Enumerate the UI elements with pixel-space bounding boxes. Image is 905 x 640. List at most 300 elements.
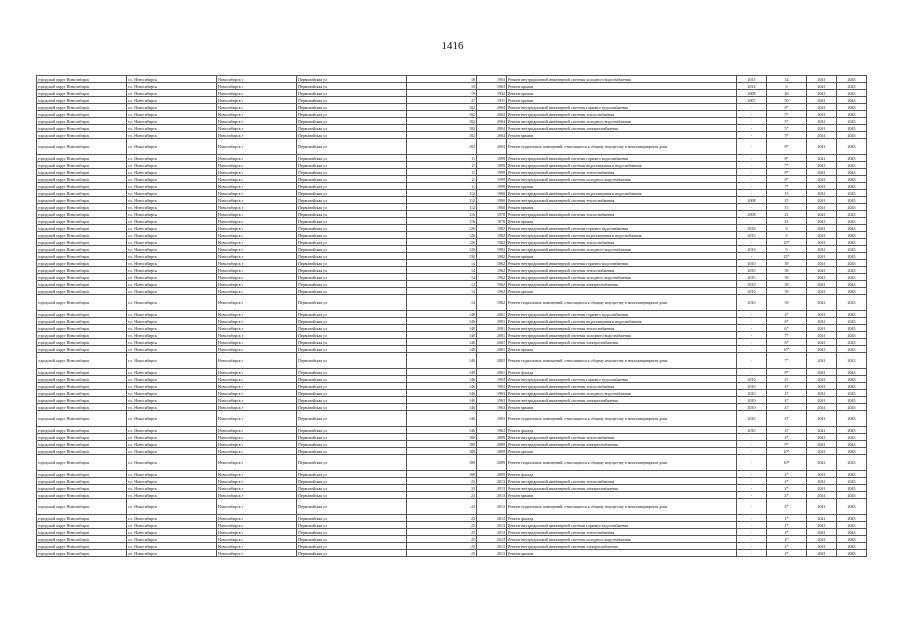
wear-cell: 47 [767,397,807,404]
house-number-cell: 126 [407,232,477,239]
plan-end-cell: 2043 [837,455,867,471]
wear-cell: 47 [767,383,807,390]
last-repair-year-cell: 2010 [737,376,767,383]
work-type-cell: Ремонт внутридомовой инженерной системы холодного водоснабжения [507,536,737,543]
municipality-cell: городской округ Новосибирск [37,543,127,550]
plan-end-cell: 2043 [837,478,867,485]
work-type-cell: Ремонт внутридомовой инженерной системы холодного водоснабжения [507,390,737,397]
street-cell: Первомайская ул [297,390,407,397]
street-cell: Первомайская ул [297,353,407,369]
locality-cell: Новосибирск г [217,339,297,346]
table-row [37,190,867,197]
house-number-cell: 102 [407,118,477,125]
municipality-cell: городской округ Новосибирск [37,211,127,218]
municipality-cell: городской округ Новосибирск [37,155,127,162]
street-cell: Первомайская ул [297,543,407,550]
build-year-cell: 2004 [477,104,507,111]
urban-district-cell: г.о. Новосибирск [127,139,217,155]
house-number-cell: 146 [407,397,477,404]
street-cell: Первомайская ул [297,499,407,515]
house-number-cell: 23 [407,492,477,499]
plan-start-cell: 2041 [807,515,837,522]
build-year-cell: 2013 [477,529,507,536]
urban-district-cell: г.о. Новосибирск [127,550,217,557]
urban-district-cell: г.о. Новосибирск [127,132,217,139]
work-type-cell: Ремонт внутридомовой инженерной системы теплоснабжения [507,211,737,218]
municipality-cell: городской округ Новосибирск [37,225,127,232]
urban-district-cell: г.о. Новосибирск [127,246,217,253]
last-repair-year-cell: 2013 [737,76,767,83]
build-year-cell: 2001 [477,346,507,353]
house-number-cell: 23 [407,485,477,492]
street-cell: Первомайская ул [297,111,407,118]
last-repair-year-cell: - [737,125,767,132]
work-type-cell: Ремонт крыши [507,550,737,557]
plan-start-cell: 2041 [807,346,837,353]
municipality-cell: городской округ Новосибирск [37,274,127,281]
house-number-cell: 146 [407,427,477,434]
work-type-cell: Ремонт крыши [507,204,737,211]
urban-district-cell: г.о. Новосибирск [127,111,217,118]
wear-cell: 15 [767,197,807,204]
plan-end-cell: 2043 [837,390,867,397]
street-cell: Первомайская ул [297,383,407,390]
wear-cell: 47 [767,427,807,434]
plan-end-cell: 2043 [837,132,867,139]
wear-cell: 7* [767,332,807,339]
plan-end-cell: 2043 [837,104,867,111]
build-year-cell: 2004 [477,139,507,155]
work-type-cell: Ремонт внутридомовой инженерной системы горячего водоснабжения [507,260,737,267]
street-cell: Первомайская ул [297,260,407,267]
build-year-cell: 2001 [477,318,507,325]
wear-cell: 47 [767,404,807,411]
municipality-cell: городской округ Новосибирск [37,492,127,499]
table-row [37,204,867,211]
locality-cell: Новосибирск г [217,353,297,369]
build-year-cell: 1999 [477,155,507,162]
urban-district-cell: г.о. Новосибирск [127,169,217,176]
page-number: 1416 [441,40,464,52]
build-year-cell: 1962 [477,274,507,281]
table-row [37,274,867,281]
urban-district-cell: г.о. Новосибирск [127,383,217,390]
table-row [37,455,867,471]
locality-cell: Новосибирск г [217,529,297,536]
table-row [37,325,867,332]
work-type-cell: Ремонт внутридомовой инженерной системы теплоснабжения [507,169,737,176]
house-number-cell: 180 [407,441,477,448]
build-year-cell: 1960 [477,204,507,211]
street-cell: Первомайская ул [297,274,407,281]
municipality-cell: городской округ Новосибирск [37,162,127,169]
locality-cell: Новосибирск г [217,288,297,295]
table-body [37,76,867,557]
street-cell: Первомайская ул [297,397,407,404]
last-repair-year-cell: 2014 [737,83,767,90]
last-repair-year-cell: - [737,536,767,543]
municipality-cell: городской округ Новосибирск [37,471,127,478]
street-cell: Первомайская ул [297,155,407,162]
plan-start-cell: 2041 [807,404,837,411]
plan-start-cell: 2041 [807,104,837,111]
plan-end-cell: 2043 [837,485,867,492]
work-type-cell: Ремонт крыши [507,492,737,499]
last-repair-year-cell: - [737,332,767,339]
build-year-cell: 1963 [477,427,507,434]
plan-start-cell: 2041 [807,390,837,397]
table-row [37,478,867,485]
street-cell: Первомайская ул [297,522,407,529]
wear-cell: 7* [767,162,807,169]
wear-cell: 0 [767,83,807,90]
municipality-cell: городской округ Новосибирск [37,376,127,383]
wear-cell: 25* [767,253,807,260]
street-cell: Первомайская ул [297,455,407,471]
municipality-cell: городской округ Новосибирск [37,515,127,522]
urban-district-cell: г.о. Новосибирск [127,499,217,515]
table-row [37,125,867,132]
street-cell: Первомайская ул [297,434,407,441]
house-number-cell: 112 [407,197,477,204]
table-row [37,162,867,169]
municipality-cell: городской округ Новосибирск [37,522,127,529]
work-type-cell: Ремонт внутридомовой инженерной системы горячего водоснабжения [507,104,737,111]
urban-district-cell: г.о. Новосибирск [127,441,217,448]
last-repair-year-cell: - [737,139,767,155]
urban-district-cell: г.о. Новосибирск [127,295,217,311]
table-row [37,246,867,253]
table-row [37,492,867,499]
build-year-cell: 1982 [477,253,507,260]
work-type-cell: Ремонт внутридомовой инженерной системы теплоснабжения [507,111,737,118]
build-year-cell: 2001 [477,325,507,332]
municipality-cell: городской округ Новосибирск [37,90,127,97]
last-repair-year-cell: - [737,492,767,499]
table-row [37,353,867,369]
street-cell: Первомайская ул [297,125,407,132]
wear-cell: 39 [767,260,807,267]
table-row [37,176,867,183]
work-type-cell: Ремонт подвальных помещений, относящихся к общему имуществу в многоквартирном доме [507,499,737,515]
plan-start-cell: 2041 [807,246,837,253]
last-repair-year-cell: 2010 [737,281,767,288]
locality-cell: Новосибирск г [217,448,297,455]
street-cell: Первомайская ул [297,311,407,318]
plan-end-cell: 2043 [837,353,867,369]
plan-start-cell: 2041 [807,550,837,557]
street-cell: Первомайская ул [297,183,407,190]
last-repair-year-cell: - [737,253,767,260]
municipality-cell: городской округ Новосибирск [37,325,127,332]
plan-start-cell: 2041 [807,218,837,225]
urban-district-cell: г.о. Новосибирск [127,397,217,404]
wear-cell: 21 [767,218,807,225]
plan-start-cell: 2041 [807,455,837,471]
plan-end-cell: 2043 [837,529,867,536]
municipality-cell: городской округ Новосибирск [37,104,127,111]
plan-start-cell: 2041 [807,441,837,448]
plan-end-cell: 2043 [837,211,867,218]
work-type-cell: Ремонт внутридомовой инженерной системы электроснабжения [507,441,737,448]
plan-end-cell: 2043 [837,218,867,225]
street-cell: Первомайская ул [297,369,407,376]
locality-cell: Новосибирск г [217,274,297,281]
locality-cell: Новосибирск г [217,515,297,522]
house-number-cell: 126 [407,239,477,246]
wear-cell: 2* [767,536,807,543]
last-repair-year-cell: - [737,155,767,162]
last-repair-year-cell: 2010 [737,427,767,434]
house-number-cell: 140 [407,369,477,376]
locality-cell: Новосибирск г [217,155,297,162]
municipality-cell: городской округ Новосибирск [37,485,127,492]
municipality-cell: городской округ Новосибирск [37,97,127,104]
urban-district-cell: г.о. Новосибирск [127,253,217,260]
plan-start-cell: 2041 [807,83,837,90]
street-cell: Первомайская ул [297,411,407,427]
plan-end-cell: 2043 [837,332,867,339]
work-type-cell: Ремонт внутридомовой инженерной системы теплоснабжения [507,478,737,485]
plan-start-cell: 2041 [807,332,837,339]
municipality-cell: городской округ Новосибирск [37,369,127,376]
urban-district-cell: г.о. Новосибирск [127,339,217,346]
wear-cell: 39 [767,288,807,295]
house-number-cell: 25 [407,529,477,536]
plan-start-cell: 2041 [807,155,837,162]
work-type-cell: Ремонт внутридомовой инженерной системы электроснабжения [507,543,737,550]
build-year-cell: 2013 [477,478,507,485]
locality-cell: Новосибирск г [217,550,297,557]
last-repair-year-cell: - [737,515,767,522]
house-number-cell: 140 [407,339,477,346]
build-year-cell: 1931 [477,97,507,104]
work-type-cell: Ремонт крыши [507,404,737,411]
street-cell: Первомайская ул [297,218,407,225]
wear-cell: 39 [767,295,807,311]
last-repair-year-cell: 2016 [737,246,767,253]
urban-district-cell: г.о. Новосибирск [127,274,217,281]
table-row [37,332,867,339]
locality-cell: Новосибирск г [217,211,297,218]
locality-cell: Новосибирск г [217,543,297,550]
work-type-cell: Ремонт внутридомовой инженерной системы водоотведения и водоснабжения [507,232,737,239]
street-cell: Первомайская ул [297,104,407,111]
house-number-cell: 14 [407,260,477,267]
house-number-cell: 102 [407,104,477,111]
plan-start-cell: 2041 [807,529,837,536]
house-number-cell: 112 [407,204,477,211]
last-repair-year-cell: - [737,218,767,225]
house-number-cell: 146 [407,411,477,427]
municipality-cell: городской округ Новосибирск [37,411,127,427]
last-repair-year-cell: 2010 [737,274,767,281]
municipality-cell: городской округ Новосибирск [37,176,127,183]
wear-cell: 5* [767,118,807,125]
plan-end-cell: 2043 [837,543,867,550]
build-year-cell: 1963 [477,390,507,397]
plan-end-cell: 2043 [837,376,867,383]
urban-district-cell: г.о. Новосибирск [127,211,217,218]
plan-end-cell: 2043 [837,499,867,515]
house-number-cell: 146 [407,383,477,390]
table-row [37,260,867,267]
municipality-cell: городской округ Новосибирск [37,529,127,536]
last-repair-year-cell: - [737,369,767,376]
wear-cell: 10* [767,455,807,471]
table-row [37,411,867,427]
build-year-cell: 1963 [477,376,507,383]
build-year-cell: 1962 [477,288,507,295]
locality-cell: Новосибирск г [217,281,297,288]
plan-end-cell: 2043 [837,383,867,390]
build-year-cell: 2004 [477,118,507,125]
locality-cell: Новосибирск г [217,441,297,448]
plan-start-cell: 2041 [807,353,837,369]
last-repair-year-cell: - [737,162,767,169]
wear-cell: 4* [767,311,807,318]
locality-cell: Новосибирск г [217,455,297,471]
street-cell: Первомайская ул [297,197,407,204]
plan-end-cell: 2043 [837,183,867,190]
wear-cell: 47 [767,376,807,383]
house-number-cell: 130 [407,253,477,260]
house-number-cell: 140 [407,346,477,353]
wear-cell: 8* [767,104,807,111]
urban-district-cell: г.о. Новосибирск [127,434,217,441]
urban-district-cell: г.о. Новосибирск [127,529,217,536]
plan-start-cell: 2041 [807,318,837,325]
work-type-cell: Ремонт внутридомовой инженерной системы теплоснабжения [507,239,737,246]
work-type-cell: Ремонт подвальных помещений, относящихся к общему имуществу в многоквартирном доме [507,411,737,427]
house-number-cell: 126 [407,225,477,232]
locality-cell: Новосибирск г [217,125,297,132]
urban-district-cell: г.о. Новосибирск [127,325,217,332]
build-year-cell: 1963 [477,383,507,390]
locality-cell: Новосибирск г [217,225,297,232]
build-year-cell: 1999 [477,176,507,183]
plan-end-cell: 2043 [837,111,867,118]
plan-end-cell: 2043 [837,76,867,83]
urban-district-cell: г.о. Новосибирск [127,118,217,125]
wear-cell: 7* [767,183,807,190]
municipality-cell: городской округ Новосибирск [37,346,127,353]
build-year-cell: 2001 [477,353,507,369]
table-row [37,427,867,434]
locality-cell: Новосибирск г [217,246,297,253]
work-type-cell: Ремонт внутридомовой инженерной системы электроснабжения [507,125,737,132]
table-row [37,318,867,325]
table-row [37,515,867,522]
wear-cell: 47 [767,390,807,397]
street-cell: Первомайская ул [297,346,407,353]
table-row [37,339,867,346]
wear-cell: 39 [767,267,807,274]
house-number-cell: 25 [407,543,477,550]
locality-cell: Новосибирск г [217,411,297,427]
last-repair-year-cell: - [737,455,767,471]
municipality-cell: городской округ Новосибирск [37,260,127,267]
plan-end-cell: 2043 [837,239,867,246]
plan-start-cell: 2041 [807,478,837,485]
urban-district-cell: г.о. Новосибирск [127,197,217,204]
locality-cell: Новосибирск г [217,376,297,383]
last-repair-year-cell: - [737,522,767,529]
plan-end-cell: 2043 [837,427,867,434]
table-row [37,183,867,190]
last-repair-year-cell: 2008 [737,211,767,218]
urban-district-cell: г.о. Новосибирск [127,376,217,383]
street-cell: Первомайская ул [297,90,407,97]
urban-district-cell: г.о. Новосибирск [127,288,217,295]
locality-cell: Новосибирск г [217,239,297,246]
wear-cell: 1* [767,515,807,522]
wear-cell: 10* [767,448,807,455]
table-row [37,485,867,492]
plan-start-cell: 2041 [807,448,837,455]
house-number-cell: 140 [407,311,477,318]
plan-end-cell: 2043 [837,190,867,197]
work-type-cell: Ремонт подвальных помещений, относящихся к общему имуществу в многоквартирном доме [507,353,737,369]
work-type-cell: Ремонт внутридомовой инженерной системы теплоснабжения [507,529,737,536]
wear-cell: 2* [767,543,807,550]
urban-district-cell: г.о. Новосибирск [127,522,217,529]
locality-cell: Новосибирск г [217,104,297,111]
wear-cell: 2* [767,550,807,557]
table-row [37,499,867,515]
locality-cell: Новосибирск г [217,390,297,397]
house-number-cell: 11 [407,183,477,190]
locality-cell: Новосибирск г [217,325,297,332]
street-cell: Первомайская ул [297,376,407,383]
street-cell: Первомайская ул [297,441,407,448]
street-cell: Первомайская ул [297,281,407,288]
work-type-cell: Ремонт фасада [507,515,737,522]
table-row [37,346,867,353]
build-year-cell: 2004 [477,111,507,118]
wear-cell: 8* [767,176,807,183]
street-cell: Первомайская ул [297,427,407,434]
urban-district-cell: г.о. Новосибирск [127,125,217,132]
table-row [37,90,867,97]
street-cell: Первомайская ул [297,232,407,239]
build-year-cell: 2001 [477,369,507,376]
wear-cell: 6* [767,339,807,346]
urban-district-cell: г.о. Новосибирск [127,239,217,246]
table-row [37,211,867,218]
work-type-cell: Ремонт внутридомовой инженерной системы холодного водоснабжения [507,332,737,339]
house-number-cell: 116 [407,218,477,225]
urban-district-cell: г.о. Новосибирск [127,260,217,267]
urban-district-cell: г.о. Новосибирск [127,332,217,339]
plan-end-cell: 2043 [837,246,867,253]
build-year-cell: 2013 [477,543,507,550]
plan-start-cell: 2041 [807,411,837,427]
table-row [37,434,867,441]
street-cell: Первомайская ул [297,448,407,455]
house-number-cell: 25 [407,522,477,529]
wear-cell: 9* [767,441,807,448]
build-year-cell: 2001 [477,339,507,346]
plan-start-cell: 2041 [807,281,837,288]
wear-cell: 8* [767,155,807,162]
plan-start-cell: 2041 [807,536,837,543]
municipality-cell: городской округ Новосибирск [37,232,127,239]
house-number-cell: 112 [407,190,477,197]
plan-end-cell: 2043 [837,125,867,132]
locality-cell: Новосибирск г [217,397,297,404]
table-row [37,383,867,390]
